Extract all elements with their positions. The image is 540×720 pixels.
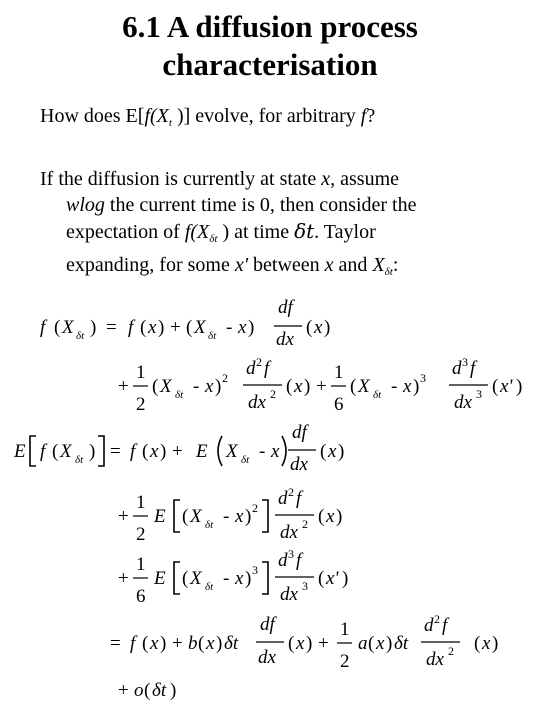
equation-symbol: δt xyxy=(224,633,239,654)
equation-symbol: ) xyxy=(413,376,420,397)
equation-symbol: δt xyxy=(394,633,409,654)
equation-symbol: E xyxy=(196,441,208,462)
equation-symbol: f xyxy=(470,358,476,379)
equation-symbol: ( xyxy=(140,317,147,338)
equation-symbol: = xyxy=(110,441,121,462)
equation-symbol: 3 xyxy=(462,355,468,369)
equation-symbol: - xyxy=(226,317,233,338)
eq-line-5 xyxy=(118,547,348,607)
equation-symbol: dx xyxy=(290,454,308,475)
equation-symbol: 2 xyxy=(256,355,262,369)
equation-symbol: ) xyxy=(245,568,252,589)
equation-symbol: x xyxy=(271,441,280,462)
equation-symbol: dx xyxy=(276,329,294,350)
equation-symbol: ( xyxy=(142,633,149,654)
equation-symbol: x xyxy=(238,317,247,338)
equation-symbol: df xyxy=(260,614,275,635)
equation-symbol: dx xyxy=(426,649,444,670)
bracket xyxy=(262,562,268,594)
equation-symbol: dx xyxy=(280,522,298,543)
equation-symbol: ) xyxy=(386,633,393,654)
equation-symbol: X xyxy=(358,376,370,397)
equation-symbol: ) xyxy=(89,441,96,462)
title-line-2: characterisation xyxy=(162,47,378,82)
equation-symbol: ( xyxy=(286,376,293,397)
equation-symbol: ) xyxy=(306,633,313,654)
equation-symbol: 2 xyxy=(434,612,440,626)
equation-symbol: 1 xyxy=(136,554,146,575)
equation-symbol: d xyxy=(278,550,288,571)
equation-symbol: ) xyxy=(248,317,255,338)
eq-line-6 xyxy=(110,612,498,672)
equation-symbol: f xyxy=(128,317,134,338)
equation-symbol: b xyxy=(188,633,198,654)
equation-symbol: x xyxy=(482,633,491,654)
equation-symbol: ( xyxy=(144,680,151,701)
equation-symbol: ) xyxy=(492,633,499,654)
equation-symbol: ) xyxy=(158,317,165,338)
equation-symbol: x xyxy=(150,633,159,654)
equation-symbol: ) xyxy=(216,633,223,654)
equation-symbol: ( xyxy=(186,317,193,338)
equation-symbol: f xyxy=(40,441,46,462)
equation-symbol: 2 xyxy=(340,651,350,672)
equation-symbol: 2 xyxy=(302,517,308,531)
equation-symbol: 3 xyxy=(476,387,482,401)
equation-symbol: E xyxy=(154,506,166,527)
equation-symbol: ( xyxy=(474,633,481,654)
equation-symbol: f xyxy=(264,358,270,379)
equation-symbol: x xyxy=(206,633,215,654)
equation-symbol: f xyxy=(296,488,302,509)
equation-symbol: dx xyxy=(248,392,266,413)
equation-symbol: + xyxy=(170,317,181,338)
equation-symbol: ) xyxy=(338,441,345,462)
equation-symbol: 3 xyxy=(288,547,294,561)
equation-symbol: - xyxy=(391,376,398,397)
equation-symbol: + xyxy=(172,441,183,462)
question-t: t xyxy=(168,117,172,129)
equation-symbol: X xyxy=(226,441,238,462)
equation-symbol: 3 xyxy=(302,579,308,593)
equation-symbol: ) xyxy=(516,376,523,397)
equation-symbol: 2 xyxy=(448,644,454,658)
equation-symbol: ) xyxy=(324,317,331,338)
eq-line-2 xyxy=(118,355,522,415)
equation-symbol: + xyxy=(118,680,129,701)
equation-symbol: ) xyxy=(245,506,252,527)
equation-symbol: E xyxy=(14,441,26,462)
equation-symbol: δt xyxy=(76,330,85,342)
equation-symbol: X xyxy=(190,568,202,589)
equation-symbol: x xyxy=(326,506,335,527)
equation-symbol: d xyxy=(246,358,256,379)
bracket xyxy=(282,436,286,466)
equation-symbol: δt xyxy=(75,454,84,466)
equation-symbol: = xyxy=(110,633,121,654)
equation-symbol: x xyxy=(148,317,157,338)
equation-symbol: ( xyxy=(320,441,327,462)
equation-symbol: ) xyxy=(304,376,311,397)
equation-symbol: ( xyxy=(142,441,149,462)
equation-symbol: 2 xyxy=(288,485,294,499)
eq-line-1 xyxy=(40,297,330,350)
equation-symbol: x xyxy=(235,506,244,527)
equation-symbol: ( xyxy=(182,568,189,589)
equation-symbol: δt xyxy=(208,330,217,342)
title-line-1: 6.1 A diffusion process xyxy=(122,9,418,44)
equation-symbol: ( xyxy=(198,633,205,654)
equation-symbol: 6 xyxy=(334,394,344,415)
bracket xyxy=(174,562,180,594)
equation-symbol: + xyxy=(316,376,327,397)
equation-symbol: d xyxy=(278,488,288,509)
equation-symbol: - xyxy=(223,568,230,589)
equation-symbol: 1 xyxy=(136,492,146,513)
equation-symbol: df xyxy=(292,422,307,443)
equation-symbol: x' xyxy=(500,376,513,397)
equation-symbol: df xyxy=(278,297,293,318)
equation-symbol: f xyxy=(130,633,136,654)
equation-symbol: dx xyxy=(454,392,472,413)
equation-symbol: + xyxy=(172,633,183,654)
equation-symbol: x xyxy=(150,441,159,462)
equation-symbol: X xyxy=(190,506,202,527)
equation-symbol: f xyxy=(130,441,136,462)
equation-symbol: f xyxy=(296,550,302,571)
equation-symbol: ( xyxy=(492,376,499,397)
equation-symbol: δt xyxy=(152,680,167,701)
equation-symbol: ) xyxy=(160,633,167,654)
equation-symbol: ) xyxy=(342,568,349,589)
equation-symbol: ) xyxy=(215,376,222,397)
equation-symbol: 2 xyxy=(136,524,146,545)
equation-symbol: ( xyxy=(306,317,313,338)
equation-symbol: a xyxy=(358,633,368,654)
equation-symbol: X xyxy=(160,376,172,397)
bracket xyxy=(30,436,36,466)
equation-symbol: 1 xyxy=(334,362,344,383)
equation-symbol: ( xyxy=(318,568,325,589)
question-prefix: How does E[ xyxy=(40,105,145,127)
equation-symbol: 3 xyxy=(420,371,426,385)
equation-symbol: E xyxy=(154,568,166,589)
equation-symbol: + xyxy=(118,376,129,397)
equation-symbol: x xyxy=(235,568,244,589)
question-mid: )] evolve, for arbitrary xyxy=(171,105,361,127)
equation-symbol: 6 xyxy=(136,586,146,607)
equation-symbol: dx xyxy=(258,647,276,668)
equation-symbol: x xyxy=(294,376,303,397)
eq-line-7 xyxy=(118,680,176,701)
equation-symbol: ) xyxy=(160,441,167,462)
equation-symbol: x xyxy=(205,376,214,397)
equation-symbol: x' xyxy=(326,568,339,589)
equation-symbol: 2 xyxy=(222,371,228,385)
equation-symbol: ( xyxy=(368,633,375,654)
equation-symbol: δt xyxy=(373,389,382,401)
bracket xyxy=(174,500,180,532)
equation-symbol: X xyxy=(60,441,72,462)
equation-symbol: + xyxy=(118,568,129,589)
equation-symbol: x xyxy=(296,633,305,654)
equation-symbol: + xyxy=(318,633,329,654)
equation-symbol: ( xyxy=(318,506,325,527)
equation-symbol: + xyxy=(118,506,129,527)
question-end: ? xyxy=(366,105,376,127)
equation-symbol: δt xyxy=(205,581,214,593)
equation-symbol: ( xyxy=(182,506,189,527)
equation-symbol: 2 xyxy=(136,394,146,415)
equation-symbol: f xyxy=(442,615,448,636)
equation-symbol: ) xyxy=(170,680,177,701)
equation-symbol: 2 xyxy=(252,501,258,515)
para-line-2: wlog the current time is 0, then consider the xyxy=(66,194,417,216)
bracket xyxy=(218,436,222,466)
equation-symbol: X xyxy=(194,317,206,338)
equation-symbol: ( xyxy=(52,441,59,462)
equation-symbol: = xyxy=(106,317,117,338)
equation-symbol: - xyxy=(193,376,200,397)
equation-symbol: - xyxy=(259,441,266,462)
para-line-3: expectation of $f(X_{\delta t}$ ) at time δt. Taylor xyxy=(66,219,376,245)
equation-symbol: ) xyxy=(336,506,343,527)
equation-symbol: ( xyxy=(152,376,159,397)
equation-symbol: 3 xyxy=(252,563,258,577)
equation-symbol: x xyxy=(314,317,323,338)
equation-symbol: ( xyxy=(54,317,61,338)
equation-symbol: 2 xyxy=(270,387,276,401)
equation-symbol: x xyxy=(403,376,412,397)
equation-symbol: X xyxy=(62,317,74,338)
eq-line-4 xyxy=(118,485,342,545)
question-f: f(X xyxy=(144,105,169,127)
question-f2: f xyxy=(360,105,367,127)
equation-symbol: dx xyxy=(280,584,298,605)
para-line-4: expanding, for some x' between x and $X_{\delta t}$: xyxy=(66,254,399,278)
equation-symbol: x xyxy=(328,441,337,462)
equation-symbol: x xyxy=(376,633,385,654)
equation-symbol: f xyxy=(40,317,46,338)
para-line-1: If the diffusion is currently at state x, assume xyxy=(40,168,400,190)
equation-symbol: 1 xyxy=(136,362,146,383)
bracket xyxy=(98,436,104,466)
eq-line-3 xyxy=(13,422,344,475)
equation-symbol: d xyxy=(452,358,462,379)
equation-symbol: ) xyxy=(90,317,97,338)
equation-symbol: δt xyxy=(175,389,184,401)
equation-symbol: ( xyxy=(288,633,295,654)
equation-symbol: - xyxy=(223,506,230,527)
equation-symbol: o xyxy=(134,680,144,701)
equation-symbol: δt xyxy=(205,519,214,531)
bracket xyxy=(262,500,268,532)
equation-symbol: δt xyxy=(241,454,250,466)
equation-symbol: ( xyxy=(350,376,357,397)
equation-symbol: 1 xyxy=(340,619,350,640)
equation-symbol: d xyxy=(424,615,434,636)
